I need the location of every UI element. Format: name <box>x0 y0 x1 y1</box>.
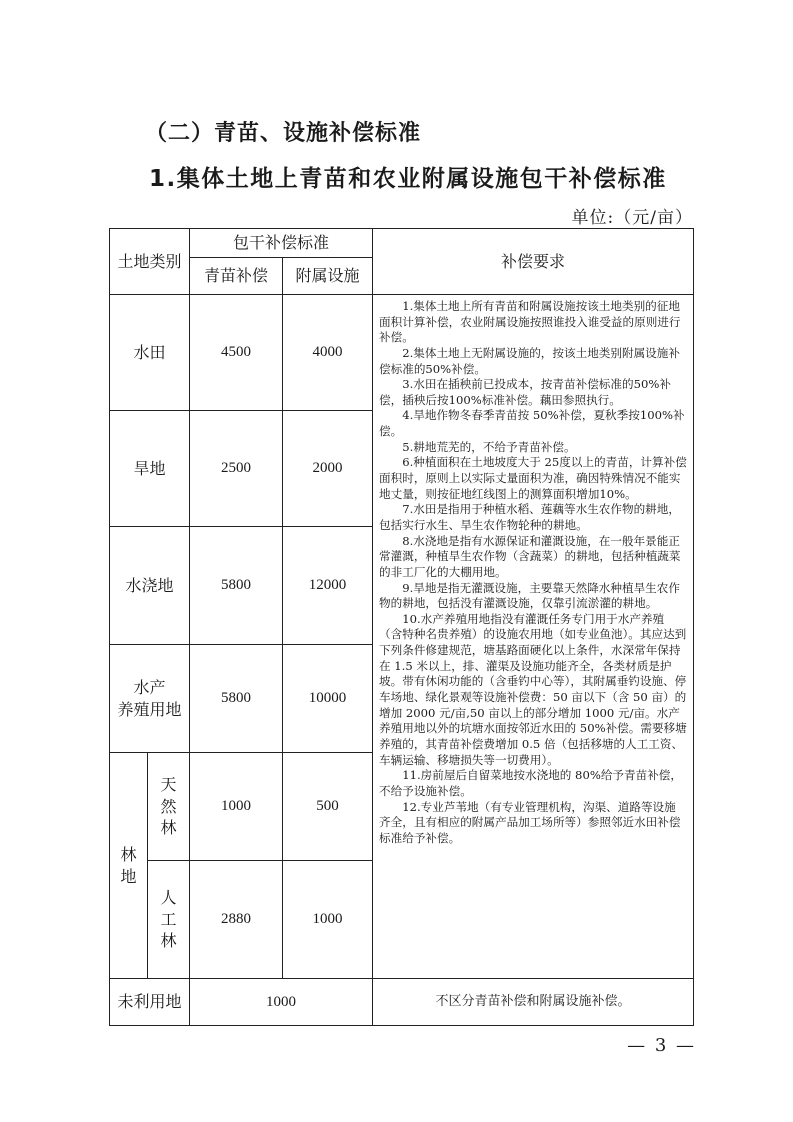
requirement-item: 6.种植面积在土地坡度大于 25度以上的青苗，计算补偿面积时，原则上以实际丈量面积为准，确因特殊情况不能实地丈量，则按征地红线图上的测算面积增加10%。 <box>379 455 687 501</box>
label-char: 林 <box>160 931 177 951</box>
section-title: （二）青苗、设施补偿标准 <box>145 121 422 146</box>
requirement-item: 4.旱地作物冬春季青苗按 50%补偿，夏秋季按100%补偿。 <box>379 408 685 439</box>
requirement-item: 5.耕地荒芜的，不给予青苗补偿。 <box>402 439 576 454</box>
requirement-item: 11.房前屋后自留菜地按水浇地的 80%给予青苗补偿，不给予设施补偿。 <box>379 768 682 798</box>
header-seedling: 青苗补偿 <box>190 258 283 295</box>
seedling-value: 2880 <box>190 861 283 979</box>
land-type-label <box>110 645 190 753</box>
land-type-label: 水浇地 <box>110 527 190 645</box>
planted-forest-label <box>148 861 190 979</box>
subsection-title: 1.集体土地上青苗和农业附属设施包干补偿标准 <box>149 166 667 192</box>
requirement-item: 10.水产养殖用地指没有灌溉任务专门用于水产养殖（含特种名贵养殖）的设施农用地（如专业鱼池）。其应达到下列条件修建规范，塘基路面硬化以上条件，水深常年保持在 1.5 米以上，排、灌渠及设施功能齐全，各类材质是护坡。带有休闲功能的（含垂钓中心等），其附属垂钓设施、停车场地、绿化景观等设施补偿费：50 亩以下（含 50 亩）的增加 2000 元/亩,50 亩以上的部分增加 1000 元/亩。水产养殖用地以外的坑塘水面按邻近水田的 50%补偿。需要移塘养殖的，其青苗补偿费增加 0.5 倍（包括移塘的人工工资、车辆运输、移塘损失等一切费用）。 <box>379 611 687 767</box>
seedling-value: 5800 <box>190 527 283 645</box>
natural-forest-label <box>148 753 190 861</box>
unused-requirement: 不区分青苗补偿和附属设施补偿。 <box>373 979 694 1026</box>
facility-value: 2000 <box>283 411 373 527</box>
requirements-cell <box>373 295 694 979</box>
land-type-label-line2: 养殖用地 <box>117 699 182 719</box>
facility-value: 10000 <box>283 645 373 753</box>
requirement-item: 12.专业芦苇地（有专业管理机构，沟渠、道路等设施齐全，且有相应的附属产品加工场所等）参照邻近水田补偿标准给予补偿。 <box>379 799 681 845</box>
label-char: 人 <box>160 888 177 908</box>
requirement-item: 9.旱地是指无灌溉设施，主要靠天然降水种植旱生农作物的耕地，包括没有灌溉设施，仅靠引流淤灌的耕地。 <box>379 580 680 611</box>
requirement-item: 1.集体土地上所有青苗和附属设施按该土地类别的征地面积计算补偿，农业附属设施按照谁投入谁受益的原则进行补偿。 <box>379 299 681 345</box>
requirement-item: 8.水浇地是指有水源保证和灌溉设施，在一般年景能正常灌溉，种植旱生农作物（含蔬菜）的耕地，包括种植蔬菜的非工厂化的大棚用地。 <box>379 533 681 579</box>
label-char: 工 <box>160 909 177 929</box>
header-land-type: 土地类别 <box>110 229 190 295</box>
header-requirements: 补偿要求 <box>373 229 694 295</box>
label-char: 林 <box>160 818 177 838</box>
header-facility: 附属设施 <box>283 258 373 295</box>
forest-char: 地 <box>120 866 137 886</box>
facility-value: 4000 <box>283 295 373 411</box>
facility-value: 12000 <box>283 527 373 645</box>
seedling-value: 1000 <box>190 753 283 861</box>
requirement-item: 2.集体土地上无附属设施的，按该土地类别附属设施补偿标准的50%补偿。 <box>379 345 680 376</box>
table-row <box>110 295 694 411</box>
seedling-value: 4500 <box>190 295 283 411</box>
requirement-item: 7.水田是指用于种植水稻、莲藕等水生农作物的耕地，包括实行水生、旱生农作物轮种的耕地。 <box>379 502 680 532</box>
land-type-label-line1: 水产 <box>133 677 166 697</box>
requirement-item: 3.水田在插秧前已投成本，按青苗补偿标准的50%补偿，插秧后按100%标准补偿。藕田参照执行。 <box>379 377 671 407</box>
facility-value: 1000 <box>283 861 373 979</box>
label-char: 然 <box>160 796 177 816</box>
facility-value: 500 <box>283 753 373 861</box>
land-type-label: 水田 <box>110 295 190 411</box>
unused-value: 1000 <box>190 979 373 1026</box>
forest-char: 林 <box>120 844 137 864</box>
page-number: — 3 — <box>627 1035 696 1056</box>
unit-label: 单位:（元/亩） <box>571 208 693 228</box>
label-char: 天 <box>160 775 177 795</box>
seedling-value: 2500 <box>190 411 283 527</box>
header-row <box>110 229 694 258</box>
land-type-label: 旱地 <box>110 411 190 527</box>
header-standard: 包干补偿标准 <box>190 229 373 258</box>
forest-land-label <box>110 753 148 979</box>
land-type-label: 未利用地 <box>110 979 190 1026</box>
compensation-table <box>109 228 694 1026</box>
table-row <box>110 979 694 1026</box>
seedling-value: 5800 <box>190 645 283 753</box>
